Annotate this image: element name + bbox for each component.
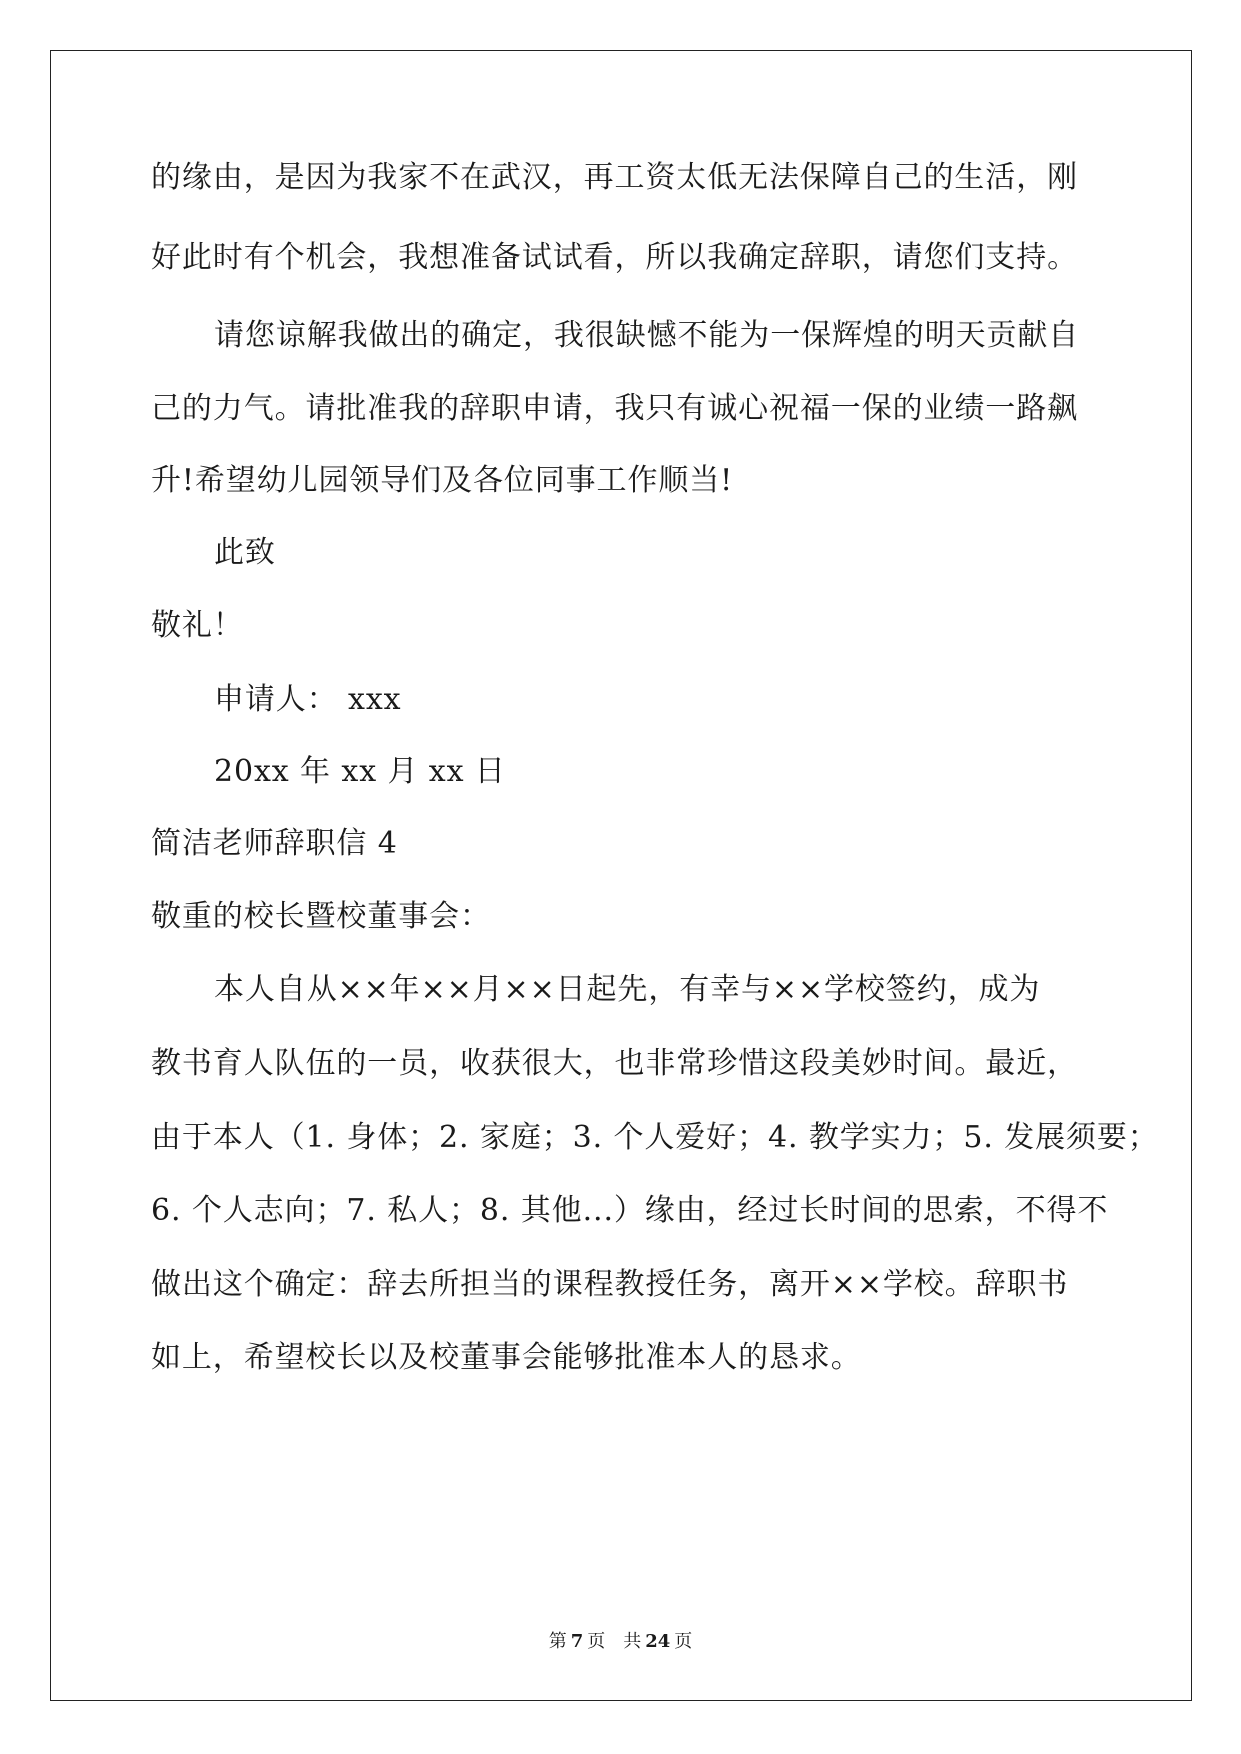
body-line: 己的力气。请批准我的辞职申请，我只有诚心祝福一保的业绩一路飙 [151, 391, 1078, 426]
body-line: 升!希望幼儿园领导们及各位同事工作顺当! [151, 463, 734, 498]
body-line: 如上，希望校长以及校董事会能够批准本人的恳求。 [151, 1340, 862, 1375]
page-total: 24 [645, 1631, 671, 1652]
body-line: 教书育人队伍的一员，收获很大，也非常珍惜这段美妙时间。最近， [151, 1046, 1078, 1081]
page-footer [0, 1630, 1241, 1654]
body-line: 6. 个人志向；7. 私人；8. 其他...）缘由，经过长时间的思索，不得不 [151, 1193, 1109, 1228]
page-current: 7 [570, 1631, 584, 1652]
closing-regards: 敬礼！ [151, 608, 244, 643]
date-line: 20xx 年 xx 月 xx 日 [214, 754, 506, 789]
total-prefix: 共 [623, 1631, 642, 1652]
page-border [50, 50, 1192, 1701]
body-line: 由于本人（1. 身体；2. 家庭；3. 个人爱好；4. 教学实力；5. 发展须要； [151, 1120, 1159, 1155]
body-line: 好此时有个机会，我想准备试试看，所以我确定辞职，请您们支持。 [151, 240, 1078, 275]
closing-salutation: 此致 [214, 535, 276, 570]
body-line: 请您谅解我做出的确定，我很缺憾不能为一保辉煌的明天贡献自 [214, 318, 1080, 353]
letter-greeting: 敬重的校长暨校董事会： [151, 899, 491, 934]
page-prefix: 第 [548, 1631, 567, 1652]
page-mid: 页 [587, 1631, 606, 1652]
total-suffix: 页 [674, 1631, 693, 1652]
body-line: 本人自从××年××月××日起先，有幸与××学校签约，成为 [214, 972, 1041, 1007]
section-heading: 简洁老师辞职信 4 [151, 826, 398, 861]
body-line: 做出这个确定：辞去所担当的课程教授任务，离开××学校。辞职书 [151, 1267, 1069, 1302]
applicant-line: 申请人： xxx [214, 682, 402, 717]
body-line: 的缘由，是因为我家不在武汉，再工资太低无法保障自己的生活，刚 [151, 160, 1078, 195]
